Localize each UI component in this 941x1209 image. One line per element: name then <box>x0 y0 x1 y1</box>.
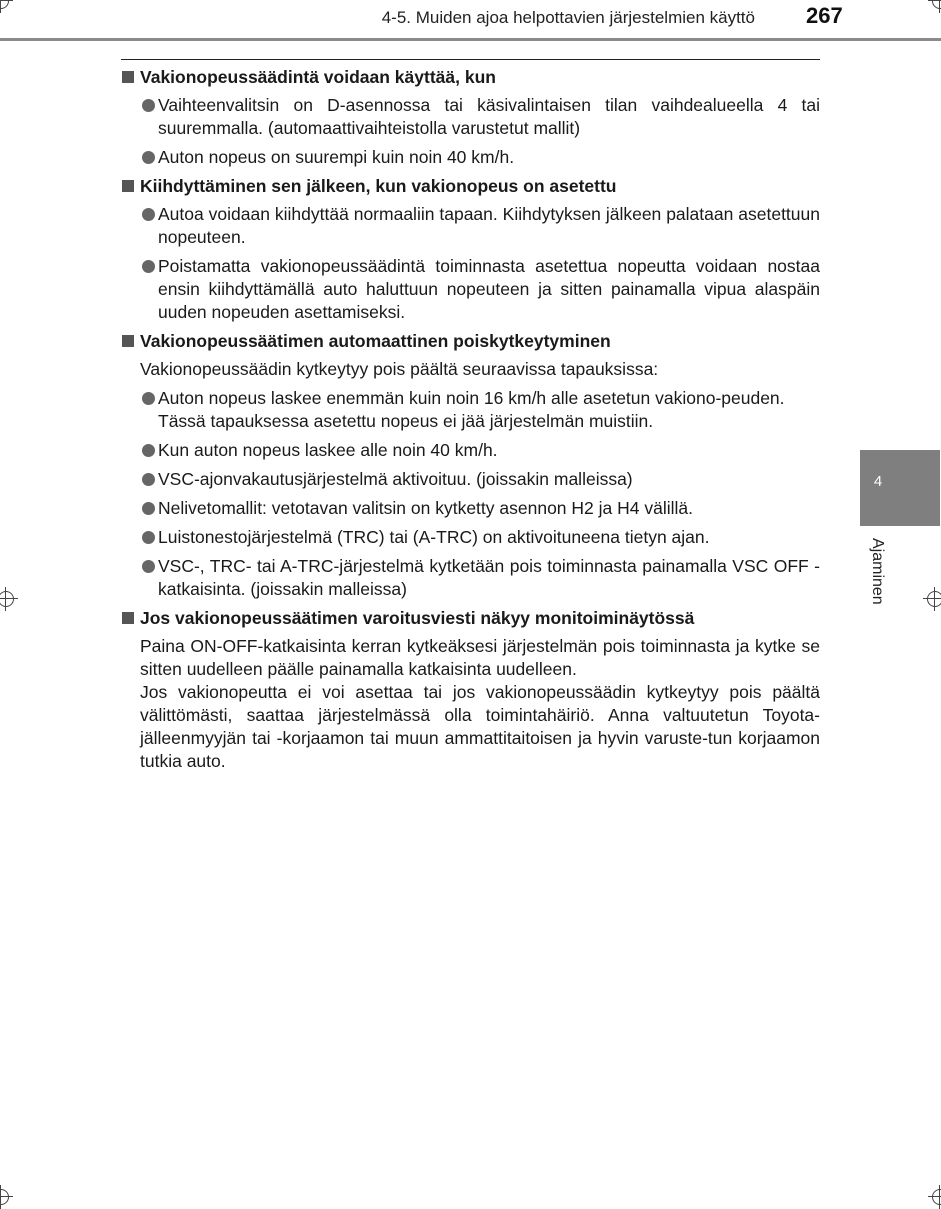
round-bullet-icon <box>142 444 155 457</box>
section-intro: Vakionopeussäädin kytkeytyy pois päältä seuraavissa tapauksissa: <box>140 359 659 379</box>
round-bullet-icon <box>142 151 155 164</box>
round-bullet-icon <box>142 531 155 544</box>
chapter-label-text: Ajaminen <box>869 538 886 605</box>
square-bullet-icon <box>122 335 134 347</box>
header-title: 4-5. Muiden ajoa helpottavien järjestelmien käyttö <box>381 8 755 27</box>
round-bullet-icon <box>142 502 155 515</box>
list-item-text: Luistonestojärjestelmä (TRC) tai (A-TRC) on aktivoituneena tietyn ajan. <box>158 527 710 547</box>
list-item <box>121 203 820 249</box>
chapter-tab <box>860 450 940 526</box>
list-item <box>121 439 820 462</box>
registration-mark-mid-right <box>923 587 941 611</box>
list-item <box>121 497 820 520</box>
round-bullet-icon <box>142 473 155 486</box>
square-bullet-icon <box>122 612 134 624</box>
registration-mark-top-right <box>928 0 941 13</box>
list-item-note: Tässä tapauksessa asetettu nopeus ei jää järjestelmän muistiin. <box>158 411 654 431</box>
round-bullet-icon <box>142 392 155 405</box>
list-item-text: Nelivetomallit: vetotavan valitsin on kytketty asennon H2 ja H4 välillä. <box>158 498 693 518</box>
section-heading-text: Vakionopeussäätimen automaattinen poiskytkeytyminen <box>140 331 611 351</box>
list-item-text: Auton nopeus laskee enemmän kuin noin 16 km/h alle asetetun vakiono-peuden. <box>158 388 785 408</box>
header-rule <box>0 38 941 41</box>
square-bullet-icon <box>122 71 134 83</box>
section-heading-text: Kiihdyttäminen sen jälkeen, kun vakionopeus on asetettu <box>140 176 617 196</box>
square-bullet-icon <box>122 180 134 192</box>
list-item-text: Poistamatta vakionopeussäädintä toiminnasta asetettua nopeutta voidaan nostaa ensin kiihdyttämällä auto haluttuun nopeuteen ja sitten painamalla vipua alaspäin uuden nopeuden asettamiseksi. <box>158 256 820 322</box>
list-item-text: Kun auton nopeus laskee alle noin 40 km/h. <box>158 440 498 460</box>
section-heading <box>121 175 820 198</box>
list-item <box>121 94 820 140</box>
list-item <box>121 555 820 601</box>
section-heading-text: Vakionopeussäädintä voidaan käyttää, kun <box>140 67 496 87</box>
list-item-text: Auton nopeus on suurempi kuin noin 40 km/h. <box>158 147 515 167</box>
round-bullet-icon <box>142 99 155 112</box>
registration-mark-bottom-right <box>928 1185 941 1209</box>
list-item <box>121 526 820 549</box>
page-number: 267 <box>806 3 843 28</box>
list-item <box>121 255 820 324</box>
section-heading <box>121 607 820 630</box>
registration-mark-top-left <box>0 0 13 13</box>
list-item-text: VSC-ajonvakautusjärjestelmä aktivoituu. (joissakin malleissa) <box>158 469 633 489</box>
round-bullet-icon <box>142 560 155 573</box>
list-item-text: VSC-, TRC- tai A-TRC-järjestelmä kytketään pois toiminnasta painamalla VSC OFF -katkaisinta. (joissakin malleissa) <box>158 556 820 599</box>
content-top-rule <box>121 59 820 60</box>
paragraph: Paina ON-OFF-katkaisinta kerran kytkeäksesi järjestelmän pois toiminnasta ja kytke se sitten uudelleen päälle painamalla katkaisinta uudelleen. <box>140 636 820 679</box>
section-heading <box>121 330 820 353</box>
chapter-label <box>862 538 892 628</box>
chapter-number: 4 <box>873 473 883 490</box>
registration-mark-bottom-left <box>0 1185 13 1209</box>
round-bullet-icon <box>142 208 155 221</box>
list-item <box>121 468 820 491</box>
paragraph: Jos vakionopeutta ei voi asettaa tai jos vakionopeussäädin kytkeytyy pois päältä välittömästi, saattaa järjestelmässä olla toimintahäiriö. Anna valtuutetun Toyota-jälleenmyyjän tai -korjaamon tai muun ammattitaitoisen ja hyvin varuste-tun korjaamon tutkia auto. <box>140 682 820 771</box>
registration-mark-mid-left <box>0 587 18 611</box>
section-heading <box>121 66 820 89</box>
list-item <box>121 146 820 169</box>
section-heading-text: Jos vakionopeussäätimen varoitusviesti näkyy monitoiminäytössä <box>140 608 695 628</box>
round-bullet-icon <box>142 260 155 273</box>
list-item-text: Autoa voidaan kiihdyttää normaaliin tapaan. Kiihdytyksen jälkeen palataan asetettuun nopeuteen. <box>158 204 820 247</box>
page-content <box>121 66 820 779</box>
list-item <box>121 387 820 433</box>
list-item-text: Vaihteenvalitsin on D-asennossa tai käsivalintaisen tilan vaihdealueella 4 tai suuremmalla. (automaattivaihteistolla varustetut mallit) <box>158 95 820 138</box>
